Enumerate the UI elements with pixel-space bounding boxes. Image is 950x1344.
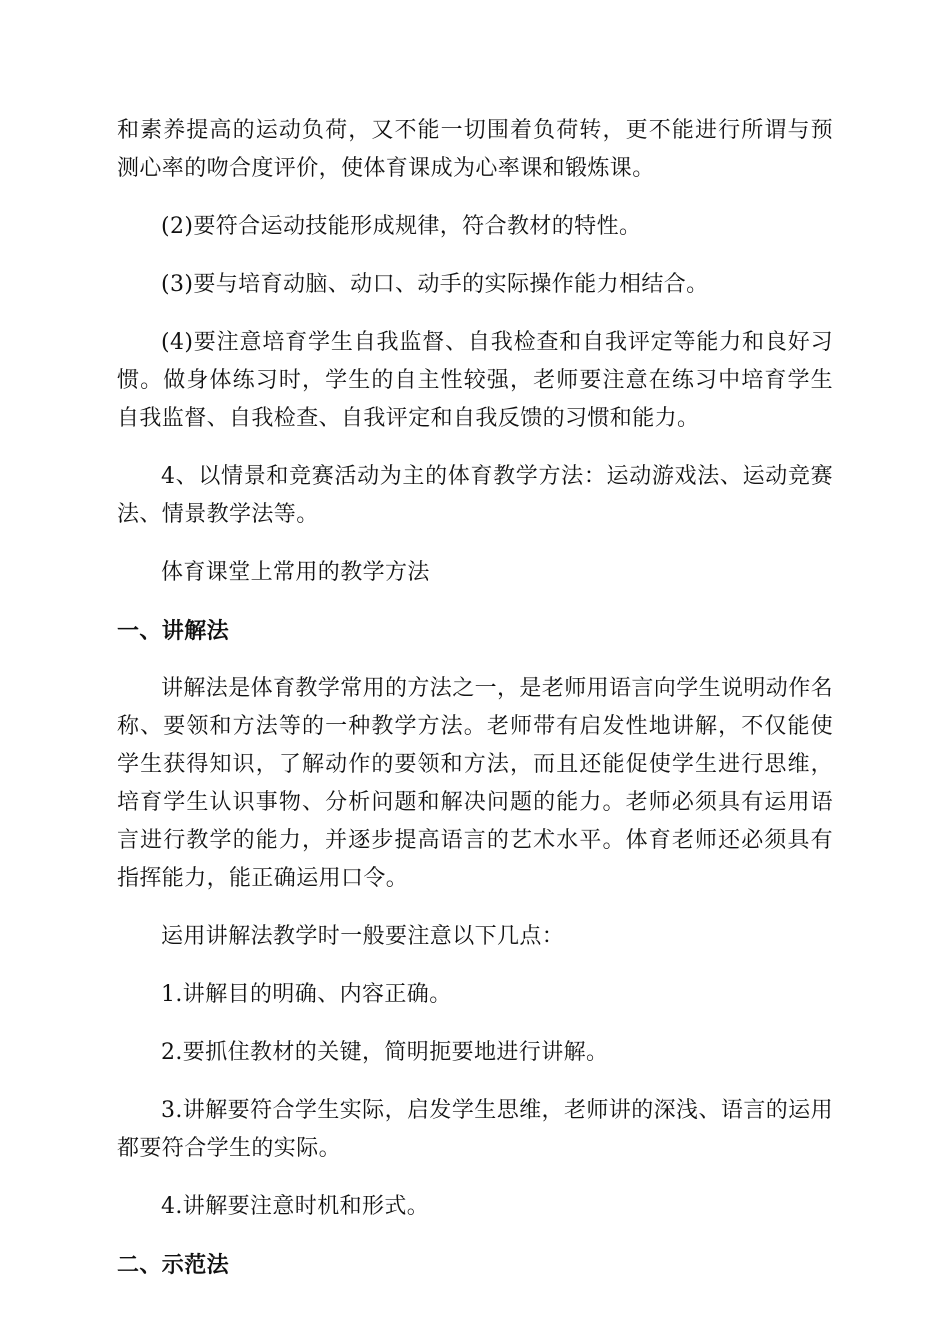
paragraph-explanation-intro: 运用讲解法教学时一般要注意以下几点： [161,924,565,949]
list-item-3: 3.讲解要符合学生实际，启发学生思维，老师讲的深浅、语言的运用都要符合学生的实际。 [117,1098,833,1161]
paragraph-explanation-body: 讲解法是体育教学常用的方法之一，是老师用语言向学生说明动作名称、要领和方法等的一种教学方法。老师带有启发性地讲解，不仅能使学生获得知识，了解动作的要领和方法，而且还能促使学生进行思维，培育学生认识事物、分析问题和解决问题的能力。老师必须具有运用语言进行教学的能力，并逐步提高语言的艺术水平。体育老师还必须具有指挥能力，能正确运用口令。 [117,676,834,891]
paragraph-point-2: (2)要符合运动技能形成规律，符合教材的特性。 [161,214,642,239]
paragraph-point-4: (4)要注意培育学生自我监督、自我检查和自我评定等能力和良好习惯。做身体练习时，学生的自主性较强，老师要注意在练习中培育学生自我监督、自我检查、自我评定和自我反馈的习惯和能力。 [117,330,833,431]
paragraph-subtitle: 体育课堂上常用的教学方法 [161,560,430,585]
section-heading-explanation: 一、讲解法 [117,618,230,644]
document-body [117,112,833,1284]
list-item-1: 1.讲解目的明确、内容正确。 [161,982,452,1007]
list-item-4: 4.讲解要注意时机和形式。 [161,1194,430,1219]
list-item-2: 2.要抓住教材的关键，简明扼要地进行讲解。 [161,1040,609,1065]
paragraph-point-3: (3)要与培育动脑、动口、动手的实际操作能力相结合。 [161,272,709,297]
paragraph-continuation: 和素养提高的运动负荷，又不能一切围着负荷转，更不能进行所谓与预测心率的吻合度评价，使体育课成为心率课和锻炼课。 [117,118,833,181]
paragraph-method-4: 4、以情景和竞赛活动为主的体育教学方法：运动游戏法、运动竞赛法、情景教学法等。 [117,464,833,527]
section-heading-demonstration: 二、示范法 [117,1252,230,1278]
